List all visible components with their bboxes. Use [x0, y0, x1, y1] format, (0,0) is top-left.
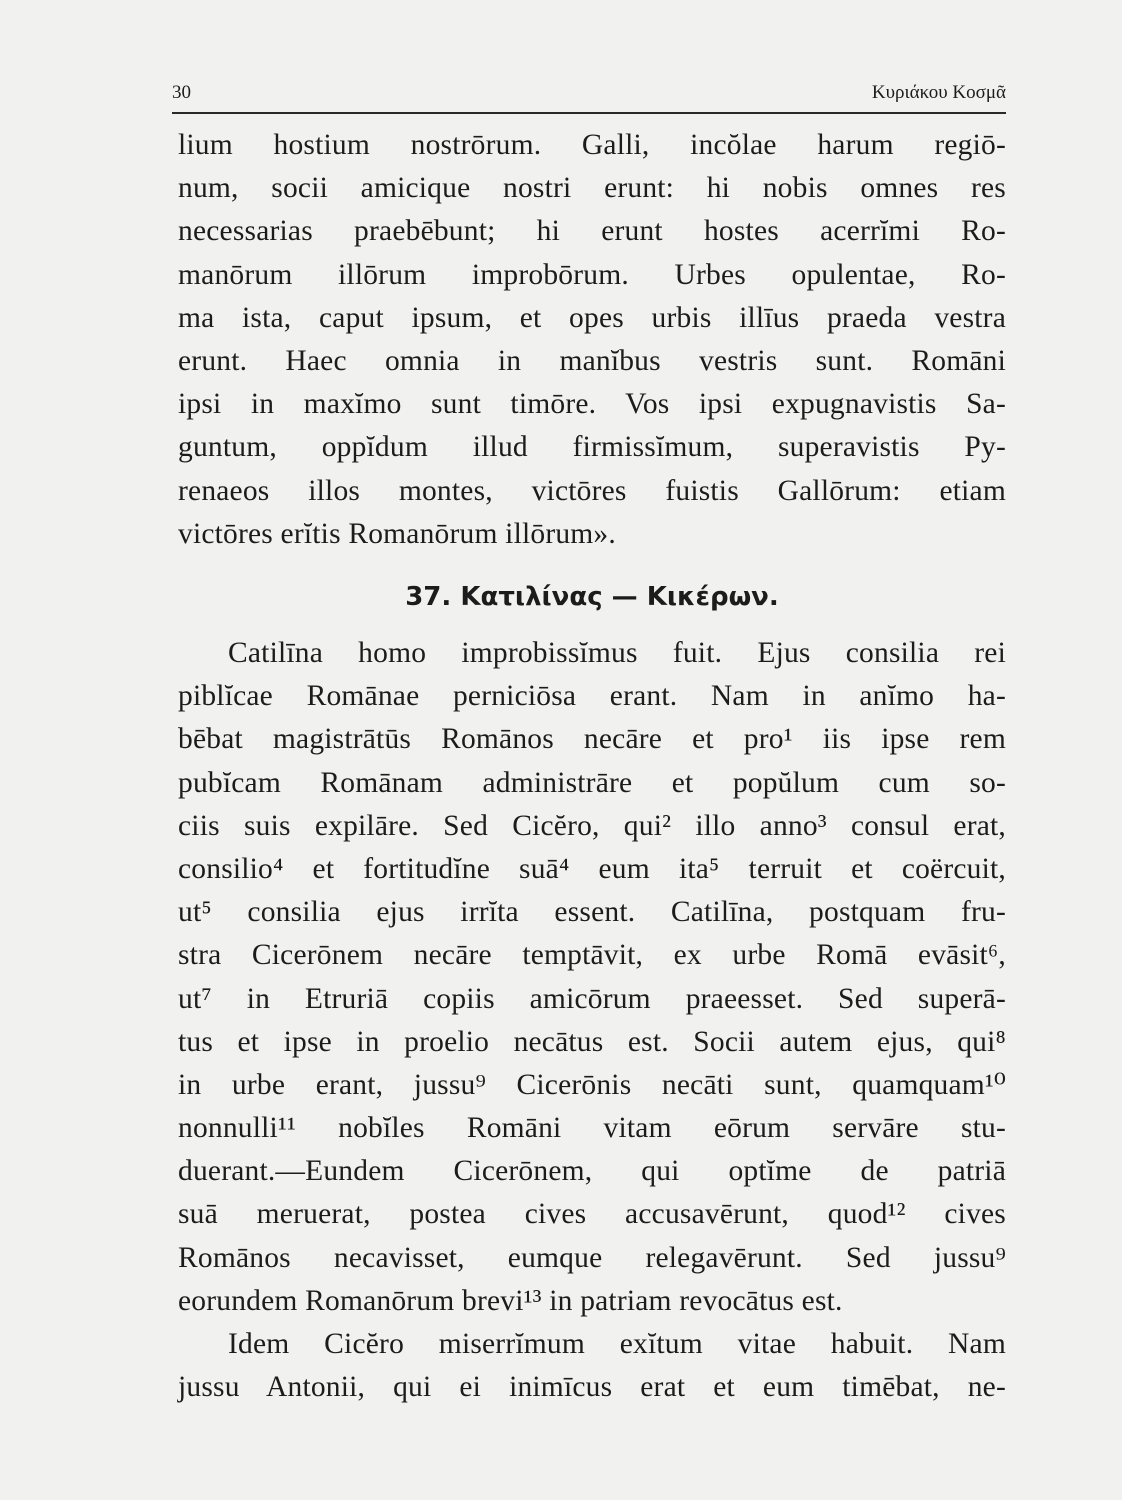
text-line: tus et ipse in proelio necātus est. Socii autem ejus, qui⁸: [178, 1025, 1006, 1058]
text-line: pubĭcam Romānam administrāre et popŭlum cum so-: [178, 766, 1006, 799]
text-line: ut⁵ consilia ejus irrĭta essent. Catilīna, postquam fru-: [178, 896, 1006, 929]
text-line: Romānos necavisset, eumque relegavērunt. Sed jussu⁹: [178, 1241, 1006, 1274]
text-line: ipsi in maxĭmo sunt timōre. Vos ipsi expugnavistis Sa-: [178, 388, 1006, 421]
text-line: Idem Cicĕro miserrĭmum exĭtum vitae habuit. Nam: [228, 1328, 1006, 1360]
text-line: necessarias praebēbunt; hi erunt hostes acerrĭmi Ro-: [178, 215, 1006, 248]
text-line: bēbat magistrātūs Romānos necāre et pro¹ iis ipse rem: [178, 723, 1006, 756]
text-line: duerant.—Eundem Cicerōnem, qui optĭme de patriā: [178, 1155, 1006, 1188]
header-rule: [172, 112, 1006, 114]
paragraph-2: [178, 632, 1006, 1323]
page-header: [172, 78, 1006, 108]
section-heading: 37. Κατιλίνας — Κικέρων.: [405, 582, 779, 612]
text-line: guntum, oppĭdum illud firmissĭmum, superavistis Py-: [178, 431, 1006, 464]
paragraph-3: [178, 1323, 1006, 1409]
paragraph-1: [178, 124, 1006, 556]
text-line: jussu Antonii, qui ei inimīcus erat et eum timēbat, ne-: [178, 1371, 1006, 1404]
text-line: piblĭcae Romānae perniciōsa erant. Nam in anĭmo ha-: [178, 680, 1006, 713]
running-title: Κυριάκου Κοσμᾶ: [871, 82, 1006, 103]
text-line: ciis suis expilāre. Sed Cicĕro, qui² illo anno³ consul erat,: [178, 809, 1006, 842]
text-line: in urbe erant, jussu⁹ Cicerōnis necāti sunt, quamquam¹⁰: [178, 1068, 1006, 1101]
text-line: suā meruerat, postea cives accusavērunt, quod¹² cives: [178, 1198, 1006, 1231]
text-line: stra Cicerōnem necāre temptāvit, ex urbe Romā evāsit⁶,: [178, 939, 1006, 972]
text-line: erunt. Haec omnia in manĭbus vestris sunt. Romāni: [178, 344, 1006, 377]
text-line: num, socii amicique nostri erunt: hi nobis omnes res: [178, 172, 1006, 205]
text-line: nonnulli¹¹ nobĭles Romāni vitam eōrum servāre stu-: [178, 1112, 1006, 1145]
text-line: renaeos illos montes, victōres fuistis Gallōrum: etiam: [178, 474, 1006, 507]
text-line: lium hostium nostrōrum. Galli, incŏlae harum regiō-: [178, 129, 1006, 161]
text-line: eorundem Romanōrum brevi¹³ in patriam revocātus est.: [178, 1284, 843, 1317]
text-line: manōrum illōrum improbōrum. Urbes opulentae, Ro-: [178, 258, 1006, 291]
text-line: consilio⁴ et fortitudĭne suā⁴ eum ita⁵ terruit et coërcuit,: [178, 852, 1006, 885]
text-line: victōres erĭtis Romanōrum illōrum».: [178, 517, 616, 550]
page-number: 30: [172, 82, 191, 103]
text-line: ut⁷ in Etruriā copiis amicōrum praeesset. Sed superā-: [178, 982, 1006, 1015]
text-line: Catilīna homo improbissĭmus fuit. Ejus consilia rei: [228, 637, 1006, 669]
text-line: ma ista, caput ipsum, et opes urbis illīus praeda vestra: [178, 301, 1006, 334]
